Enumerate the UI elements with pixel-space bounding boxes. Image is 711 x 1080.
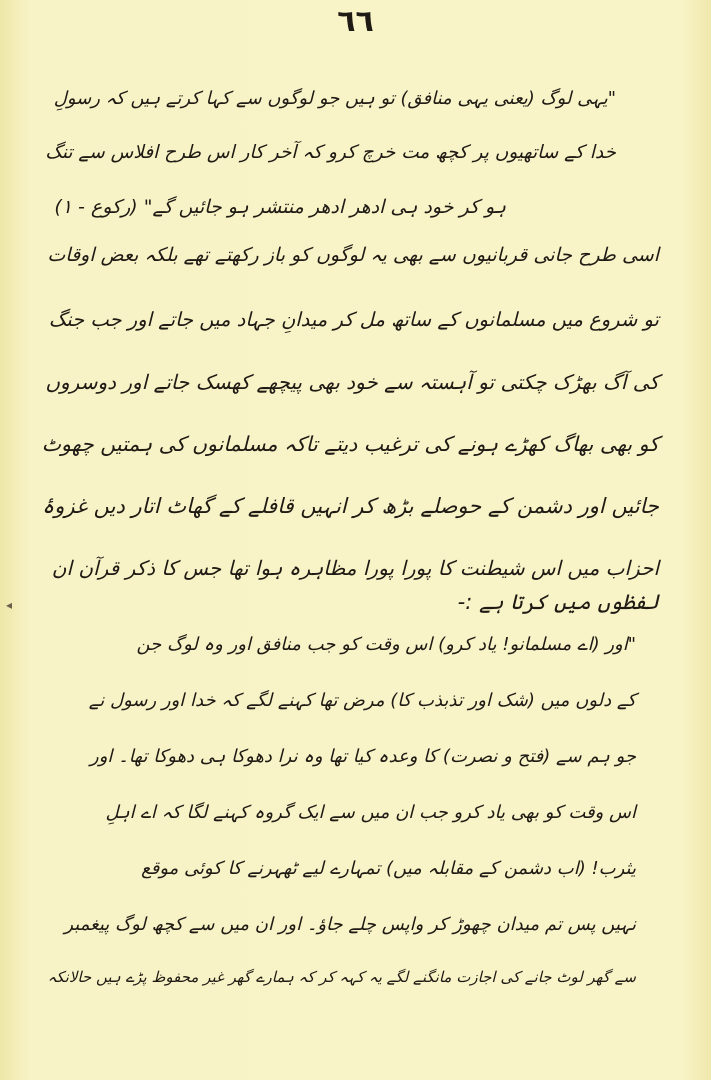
quote-line: ہو کر خود ہی ادھر ادھر منتشر ہو جائیں گے" (رکوع - ۱) [54,196,506,218]
quote-line: خدا کے ساتھیوں پر کچھ مت خرچ کرو کہ آخر کار اس طرح افلاس سے تنگ [45,142,616,163]
quote-line: جو ہم سے (فتح و نصرت) کا وعدہ کیا تھا وہ نرا دھوکا ہی دھوکا تھا۔ اور [90,746,636,767]
quote-line: "یہی لوگ (یعنی یہی منافق) تو ہیں جو لوگوں سے کہا کرتے ہیں کہ رسولِ [53,88,616,109]
paragraph-line: لفظوں میں کرتا ہے :- [457,590,659,614]
paragraph-line: اسی طرح جانی قربانیوں سے بھی یہ لوگوں کو باز رکھتے تھے بلکہ بعض اوقات [47,244,659,266]
quote-line: سے گھر لوٹ جانے کی اجازت مانگنے لگے یہ کہہ کر کہ ہمارے گھر غیر محفوظ پڑے ہیں حالانکہ [47,968,636,986]
quote-line: یثرب! (اب دشمن کے مقابلہ میں) تمہارے لیے ٹھہرنے کا کوئی موقع [141,858,636,879]
paragraph-line: جائیں اور دشمن کے حوصلے بڑھ کر انہیں قافلے کے گھاٹ اتار دیں غزوۂ [41,494,659,518]
quote-line: کے دلوں میں (شک اور تذبذب کا) مرض تھا کہنے لگے کہ خدا اور رسول نے [88,690,636,711]
quote-line: "اور (اے مسلمانو! یاد کرو) اس وقت کو جب منافق اور وہ لوگ جن [136,634,636,655]
paragraph-line: احزاب میں اس شیطنت کا پورا پورا مظاہرہ ہوا تھا جس کا ذکر قرآن ان [51,556,659,580]
margin-mark-icon: ◂ [6,598,13,612]
quote-line: اس وقت کو بھی یاد کرو جب ان میں سے ایک گروہ کہنے لگا کہ اے اہلِ [105,802,636,823]
paragraph-line: کو بھی بھاگ کھڑے ہونے کی ترغیب دیتے تاکہ مسلمانوں کی ہمتیں چھوٹ [41,432,659,456]
paragraph-line: تو شروع میں مسلمانوں کے ساتھ مل کر میدانِ جہاد میں جاتے اور جب جنگ [48,308,659,331]
paragraph-line: کی آگ بھڑک چکتی تو آہستہ سے خود بھی پیچھے کھسک جاتے اور دوسروں [45,370,659,394]
page-number: ٦٦ [337,4,374,39]
quote-line: نہیں پس تم میدان چھوڑ کر واپس چلے جاؤ۔ اور ان میں سے کچھ لوگ پیغمبر [64,914,636,935]
